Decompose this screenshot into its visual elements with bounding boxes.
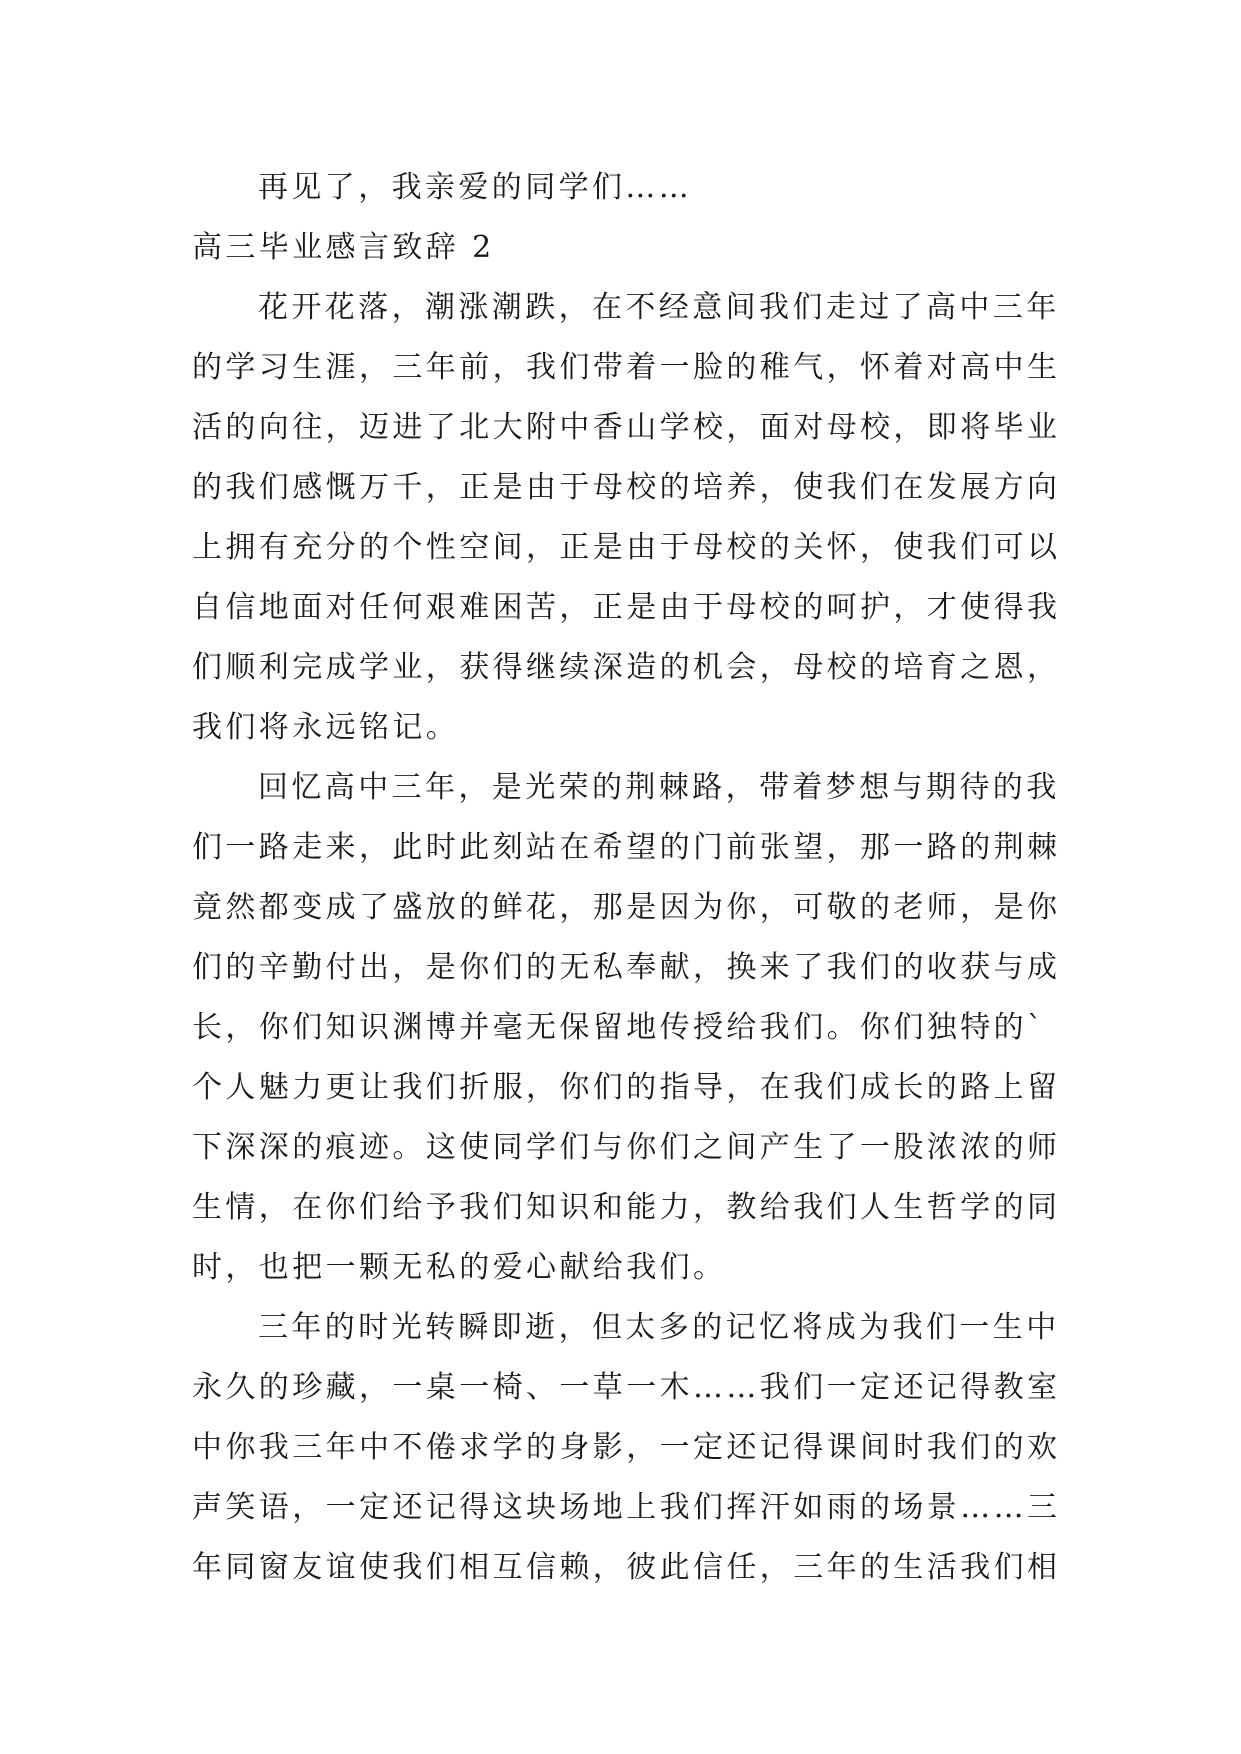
text-line: 下深深的痕迹。这使同学们与你们之间产生了一股浓浓的师 [192, 1130, 1061, 1165]
text-line: 中你我三年中不倦求学的身影，一定还记得课间时我们的欢 [192, 1430, 1061, 1465]
text-line: 们的辛勤付出，是你们的无私奉献，换来了我们的收获与成 [192, 950, 1061, 985]
text-line: 回忆高中三年，是光荣的荆棘路，带着梦想与期待的我 [258, 770, 1060, 805]
text-line: 时，也把一颗无私的爱心献给我们。 [192, 1250, 727, 1285]
text-line: 年同窗友谊使我们相互信赖，彼此信任，三年的生活我们相 [192, 1550, 1061, 1585]
text-line: 个人魅力更让我们折服，你们的指导，在我们成长的路上留 [192, 1070, 1061, 1105]
text-line: 们顺利完成学业，获得继续深造的机会，母校的培育之恩， [192, 650, 1061, 685]
text-line: 的我们感慨万千，正是由于母校的培养，使我们在发展方向 [192, 470, 1061, 505]
text-line: 生情，在你们给予我们知识和能力，教给我们人生哲学的同 [192, 1190, 1061, 1225]
text-line: 竟然都变成了盛放的鲜花，那是因为你，可敬的老师，是你 [192, 890, 1061, 925]
section-title: 高三毕业感言致辞 2 [192, 230, 495, 265]
text-line: 永久的珍藏，一桌一椅、一草一木……我们一定还记得教室 [192, 1370, 1061, 1405]
text-line: 自信地面对任何艰难困苦，正是由于母校的呵护，才使得我 [192, 590, 1061, 625]
text-line: 活的向往，迈进了北大附中香山学校，面对母校，即将毕业 [192, 410, 1061, 445]
text-line: 的学习生涯，三年前，我们带着一脸的稚气，怀着对高中生 [192, 350, 1061, 385]
text-line: 花开花落，潮涨潮跌，在不经意间我们走过了高中三年 [258, 290, 1060, 325]
text-line: 声笑语，一定还记得这块场地上我们挥汗如雨的场景……三 [192, 1490, 1061, 1525]
text-line: 长，你们知识渊博并毫无保留地传授给我们。你们独特的` [192, 1010, 1046, 1045]
text-line: 我们将永远铭记。 [192, 710, 460, 745]
closing-line: 再见了，我亲爱的同学们…… [258, 170, 693, 205]
text-line: 们一路走来，此时此刻站在希望的门前张望，那一路的荆棘 [192, 830, 1061, 865]
text-line: 三年的时光转瞬即逝，但太多的记忆将成为我们一生中 [258, 1310, 1060, 1345]
text-line: 上拥有充分的个性空间，正是由于母校的关怀，使我们可以 [192, 530, 1061, 565]
